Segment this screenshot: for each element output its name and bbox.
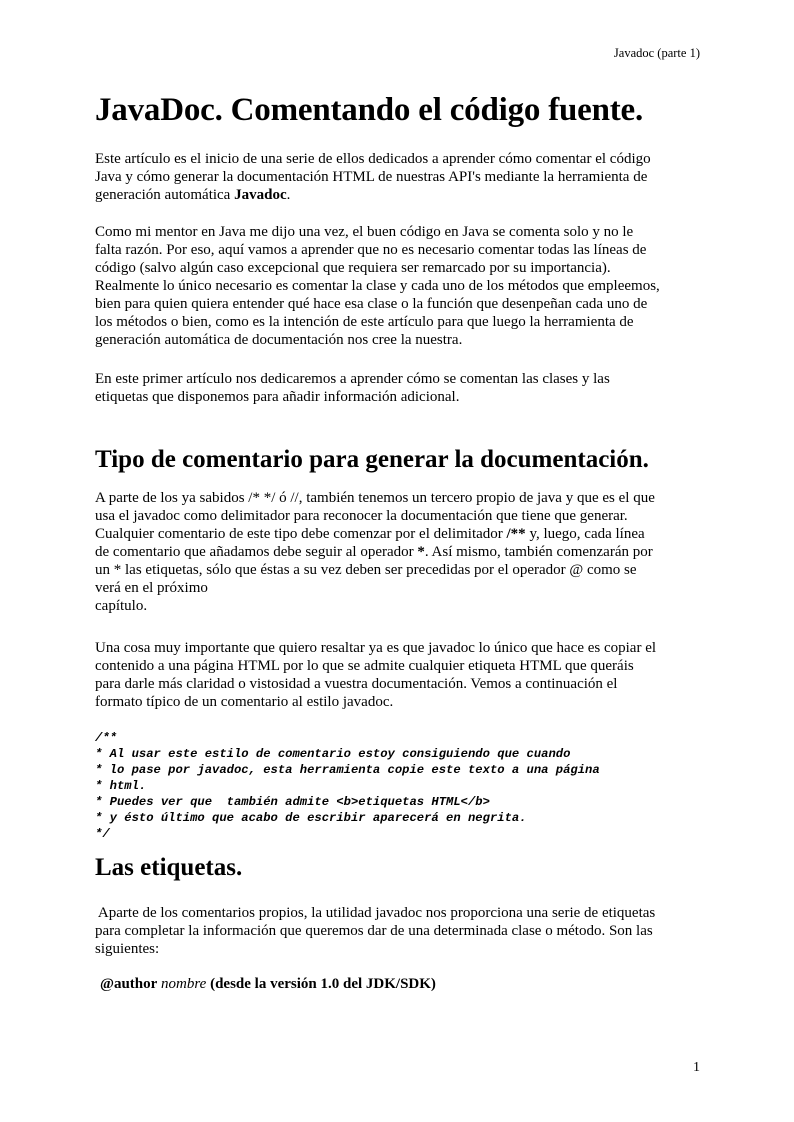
- text-line: Java y cómo generar la documentación HTML de nuestras API's mediante la herramienta de: [95, 169, 648, 185]
- section1-paragraph-1: [95, 489, 675, 615]
- code-line: */: [95, 827, 110, 841]
- text-line: Aparte de los comentarios propios, la utilidad javadoc nos proporciona una serie de etiquetas: [95, 905, 656, 921]
- code-example: [95, 730, 600, 842]
- section2-paragraph-1: [95, 904, 675, 958]
- tag-name: @author: [100, 976, 158, 992]
- text-line: para completar la información que queremos dar de una determinada clase o método. Son las: [95, 923, 653, 939]
- text-line: En este primer artículo nos dedicaremos a aprender cómo se comentan las clases y las: [95, 371, 610, 387]
- operator-bold: *: [417, 544, 425, 560]
- text-line: [95, 543, 675, 561]
- page-title: JavaDoc. Comentando el código fuente.: [95, 92, 644, 128]
- javadoc-bold-term: Javadoc: [234, 187, 287, 203]
- page-number: 1: [693, 1060, 700, 1075]
- text-line: verá en el próximo: [95, 580, 208, 596]
- intro-paragraph-2: [95, 223, 675, 349]
- text-line: [95, 186, 675, 204]
- text-line: Realmente lo único necesario es comentar la clase y cada uno de los métodos que empleemos,: [95, 278, 660, 294]
- text-line: [100, 975, 680, 993]
- text-line: los métodos o bien, como es la intención de este artículo para que luego la herramienta de: [95, 314, 634, 330]
- text-line: bien para quien quiera entender qué hace esa clase o la función que desenpeñan cada uno de: [95, 296, 648, 312]
- text-line: usa el javadoc como delimitador para reconocer la documentación que tiene que generar.: [95, 508, 628, 524]
- text-line: A parte de los ya sabidos /* */ ó //, también tenemos un tercero propio de java y que es el que: [95, 490, 655, 506]
- intro-paragraph-1: [95, 150, 675, 204]
- text-line: [95, 525, 675, 543]
- text-line: falta razón. Por eso, aquí vamos a aprender que no es necesario comentar todas las líneas de: [95, 242, 647, 258]
- text-run: . Así mismo, también comenzarán por: [424, 544, 653, 560]
- text-line: capítulo.: [95, 598, 148, 614]
- text-line: formato típico de un comentario al estilo javadoc.: [95, 694, 394, 710]
- tag-author-line: [100, 975, 680, 993]
- text-run: de comentario que añadamos debe seguir al operador: [95, 544, 418, 560]
- text-line: Este artículo es el inicio de una serie de ellos dedicados a aprender cómo comentar el código: [95, 151, 651, 167]
- text-line: Como mi mentor en Java me dijo una vez, el buen código en Java se comenta solo y no le: [95, 224, 634, 240]
- text-line: generación automática de documentación nos cree la nuestra.: [95, 332, 463, 348]
- text-line: un * las etiquetas, sólo que éstas a su vez deben ser precedidas por el operador @ como se: [95, 562, 637, 578]
- text-run: y, luego, cada línea: [525, 526, 645, 542]
- code-line: * Puedes ver que también admite <b>etiquetas HTML</b>: [95, 795, 490, 809]
- code-line: * html.: [95, 779, 147, 793]
- code-line: * lo pase por javadoc, esta herramienta copie este texto a una página: [95, 763, 600, 777]
- delimiter-bold: /**: [506, 526, 526, 542]
- text-line: código (salvo algún caso excepcional que requiera ser remarcado por su importancia).: [95, 260, 611, 276]
- text-line: para darle más claridad o vistosidad a vuestra documentación. Vemos a continuación el: [95, 676, 618, 692]
- text-run: .: [286, 187, 291, 203]
- tag-parameter: nombre: [161, 976, 207, 992]
- text-line: siguientes:: [95, 941, 160, 957]
- running-header: Javadoc (parte 1): [613, 46, 700, 60]
- code-line: * Al usar este estilo de comentario estoy consiguiendo que cuando: [95, 747, 571, 761]
- text-line: contenido a una página HTML por lo que se admite cualquier etiqueta HTML que queráis: [95, 658, 634, 674]
- section-heading-comment-type: Tipo de comentario para generar la documentación.: [95, 446, 649, 473]
- intro-paragraph-3: [95, 370, 675, 406]
- text-run: Cualquier comentario de este tipo debe comenzar por el delimitador: [95, 526, 507, 542]
- text-run: generación automática: [95, 187, 235, 203]
- text-line: Una cosa muy importante que quiero resaltar ya es que javadoc lo único que hace es copiar el: [95, 640, 657, 656]
- text-line: etiquetas que disponemos para añadir información adicional.: [95, 389, 460, 405]
- tag-since-version: (desde la versión 1.0 del JDK/SDK): [210, 976, 436, 992]
- code-line: /**: [95, 731, 117, 745]
- code-line: * y ésto último que acabo de escribir aparecerá en negrita.: [95, 811, 527, 825]
- section-heading-tags: Las etiquetas.: [95, 854, 243, 881]
- section1-paragraph-2: [95, 639, 675, 711]
